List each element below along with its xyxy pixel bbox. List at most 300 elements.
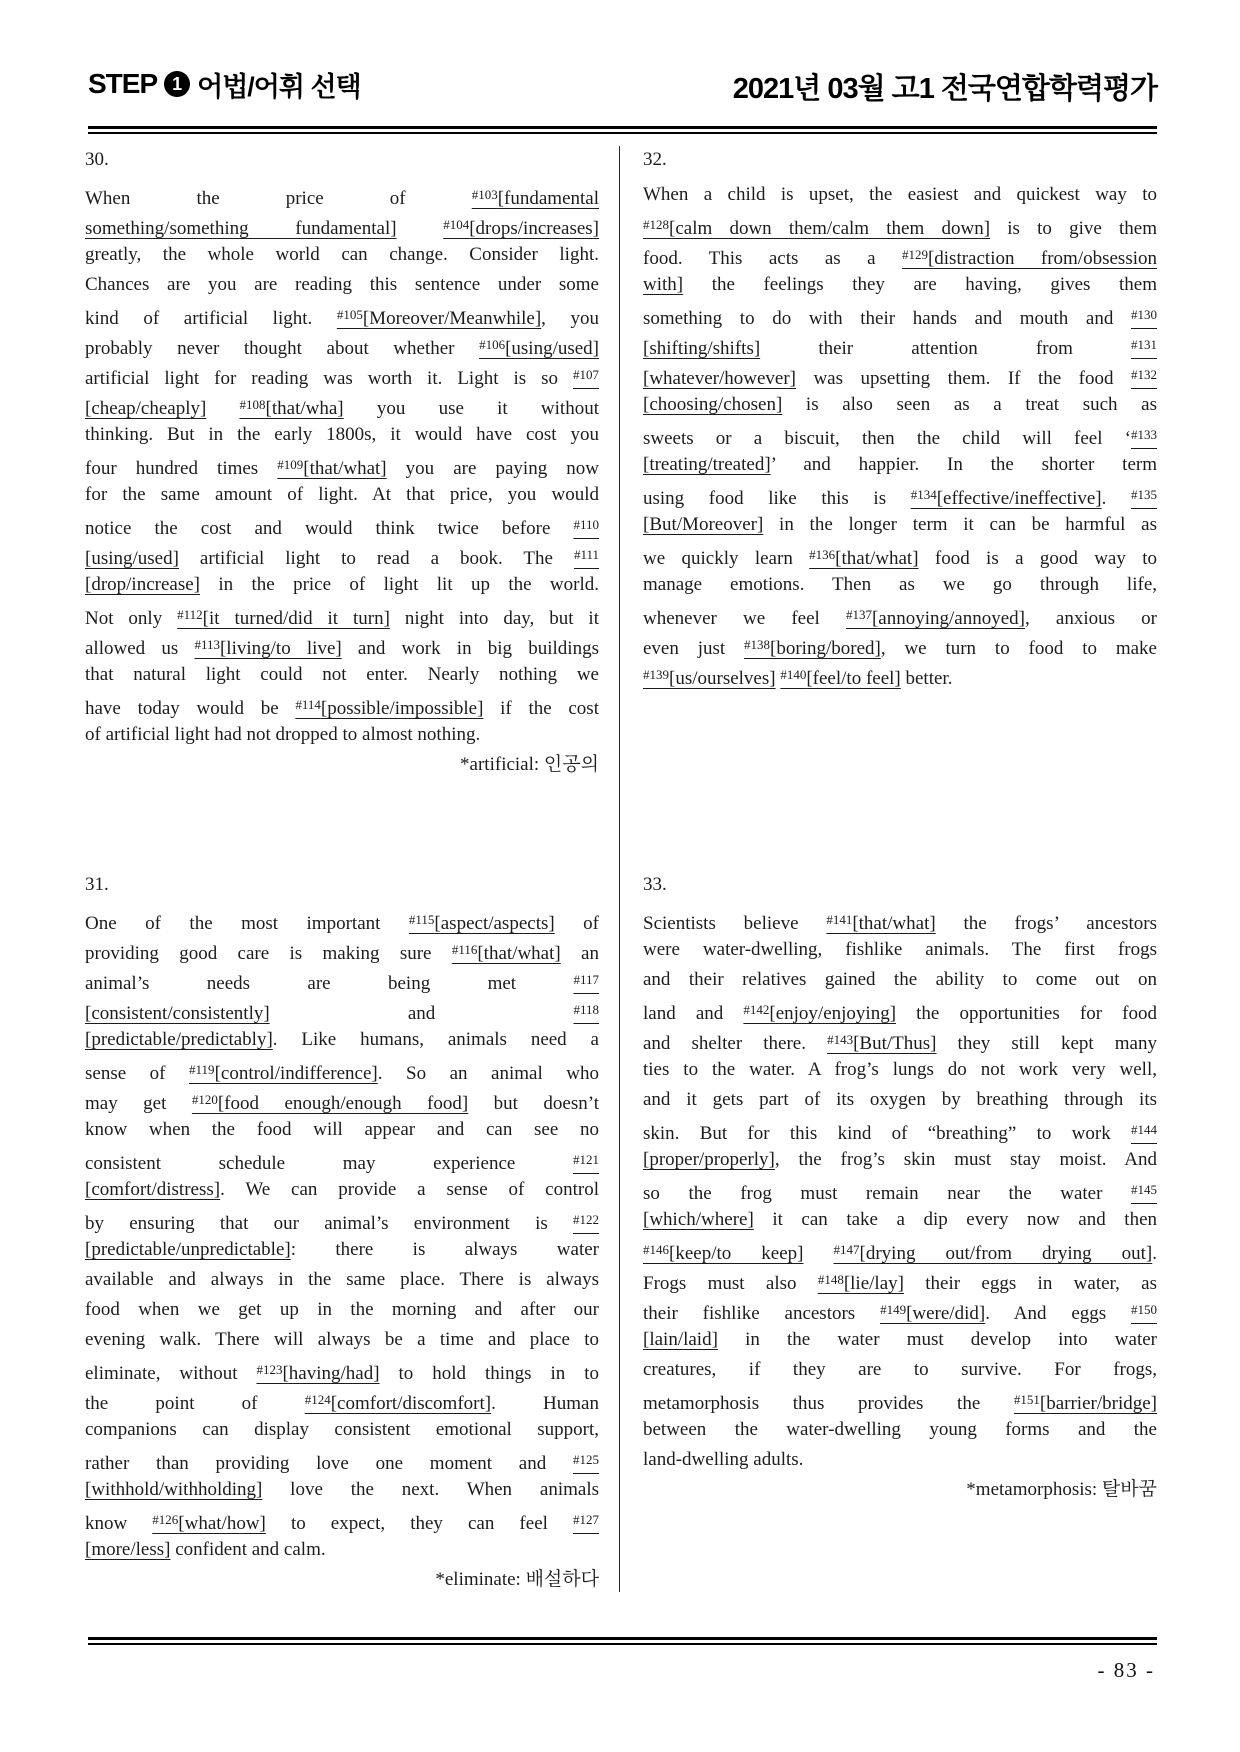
choice-option — [573, 1213, 599, 1234]
text-line — [643, 660, 1157, 690]
choice-marker: #146 — [643, 1242, 669, 1257]
text-run: providing good care is making sure — [85, 943, 452, 964]
choice-option: $^{\#120}$[food enough/enough food] — [191, 1092, 469, 1114]
choice-marker: #117 — [573, 972, 599, 987]
text-line — [643, 1025, 1157, 1055]
text-run: whenever we feel — [643, 608, 846, 629]
choice-option: $^{\#124}$[comfort/discomfort] — [304, 1392, 492, 1414]
text-line — [85, 1205, 599, 1235]
text-line — [643, 1415, 1157, 1445]
text-line — [643, 240, 1157, 270]
question-33-body — [643, 905, 1157, 1475]
text-run: it can take a dip every now and then — [753, 1209, 1157, 1230]
text-run: food is a good way to — [918, 548, 1157, 569]
choice-option: [shifting/shifts] — [643, 338, 761, 359]
question-30-number: 30. — [85, 149, 109, 170]
text-line — [85, 905, 599, 935]
choice-option: [which/where] — [643, 1209, 754, 1230]
text-run: and shelter there. — [643, 1033, 828, 1054]
text-line — [643, 1265, 1157, 1295]
choice-option — [573, 1003, 599, 1024]
text-line — [85, 1355, 599, 1385]
text-run: is also seen as a treat such as — [782, 394, 1157, 415]
text-run: may get — [85, 1093, 192, 1114]
text-line — [643, 270, 1157, 300]
text-run: the point of — [85, 1393, 305, 1414]
text-run: know — [85, 1513, 153, 1534]
text-run: their attention from — [760, 338, 1131, 359]
text-run: in the price of light lit up the world. — [200, 574, 599, 595]
choice-option: $^{\#141}$[that/what] — [826, 912, 936, 934]
choice-marker: #123 — [256, 1362, 283, 1377]
text-run: by ensuring that our animal’s environment is — [85, 1213, 573, 1234]
text-run: something to do with their hands and mouth and — [643, 308, 1131, 329]
text-run — [803, 1243, 833, 1264]
question-31-number: 31. — [85, 874, 109, 895]
choice-marker: #147 — [833, 1242, 860, 1257]
choice-option: $^{\#109}$[that/what] — [277, 457, 387, 479]
choice-option — [1131, 308, 1157, 329]
question-32-number: 32. — [643, 149, 667, 170]
choice-option: $^{\#148}$[lie/lay] — [817, 1272, 904, 1294]
choice-option: $^{\#123}$[having/had] — [256, 1362, 380, 1384]
text-line — [643, 510, 1157, 540]
choice-option: [using/used] — [85, 548, 179, 569]
footer-double-rule — [88, 1637, 1157, 1645]
text-line — [85, 1235, 599, 1265]
choice-marker: #114 — [295, 697, 321, 712]
text-run: kind of artificial light. — [85, 308, 337, 329]
choice-option: $^{\#106}$[using/used] — [479, 337, 599, 359]
choice-option — [573, 1513, 599, 1534]
text-run: of — [554, 913, 600, 934]
text-run: When the price of — [85, 188, 472, 209]
text-line — [85, 1025, 599, 1055]
choice-option: $^{\#104}$[drops/increases] — [443, 217, 599, 239]
text-run: notice the cost and would think twice before — [85, 518, 574, 539]
text-run: in the longer term it can be harmful as — [763, 514, 1157, 535]
text-line — [643, 390, 1157, 420]
choice-marker: #115 — [408, 912, 435, 927]
text-line — [643, 420, 1157, 450]
choice-option: something/something fundamental] — [85, 218, 397, 239]
text-run: , we turn to food to make — [880, 638, 1157, 659]
text-run: . — [1101, 488, 1131, 509]
text-run: sense of — [85, 1063, 190, 1084]
choice-option: [whatever/however] — [643, 368, 796, 389]
choice-option: $^{\#142}$[enjoy/enjoying] — [743, 1002, 897, 1024]
choice-option: $^{\#138}$[boring/bored] — [744, 637, 881, 659]
choice-option — [574, 548, 599, 569]
choice-option: [predictable/unpredictable] — [85, 1239, 291, 1260]
choice-marker: #116 — [451, 942, 478, 957]
text-run: if the cost — [483, 698, 599, 719]
choice-marker: #128 — [643, 217, 669, 232]
choice-option: $^{\#151}$[barrier/bridge] — [1013, 1392, 1157, 1414]
text-run: an — [560, 943, 599, 964]
text-line — [643, 1355, 1157, 1385]
text-run: manage emotions. Then as we go through life, — [643, 574, 1157, 595]
choice-option: $^{\#143}$[But/Thus] — [827, 1032, 937, 1054]
text-line — [85, 420, 599, 450]
choice-marker: #110 — [573, 517, 599, 532]
choice-option: [comfort/distress] — [85, 1179, 221, 1200]
choice-option: [predictable/predictably] — [85, 1029, 273, 1050]
text-run: that natural light could not enter. Nearly nothing we — [85, 664, 599, 685]
text-line — [85, 1295, 599, 1325]
text-run: ties to the water. A frog’s lungs do not work very well, — [643, 1059, 1157, 1080]
text-line — [85, 1265, 599, 1295]
choice-marker: #105 — [336, 307, 363, 322]
choice-option: $^{\#114}$[possible/impossible] — [295, 697, 484, 719]
choice-option: [drop/increase] — [85, 574, 200, 595]
text-run: consistent schedule may experience — [85, 1153, 573, 1174]
text-run: to hold things in to — [379, 1363, 599, 1384]
text-line — [643, 1295, 1157, 1325]
choice-marker: #122 — [573, 1212, 599, 1227]
header-left-korean-title: 어법/어휘 선택 — [197, 71, 361, 102]
text-line — [643, 1145, 1157, 1175]
choice-option: [choosing/chosen] — [643, 394, 783, 415]
text-run: land and — [643, 1003, 744, 1024]
text-line — [85, 1475, 599, 1505]
text-line — [643, 600, 1157, 630]
text-run: Chances are you are reading this sentence under some — [85, 274, 599, 295]
text-line — [85, 660, 599, 690]
text-line — [85, 630, 599, 660]
text-line — [643, 1235, 1157, 1265]
choice-option: $^{\#147}$[drying out/from drying out] — [833, 1242, 1153, 1264]
choice-marker: #135 — [1131, 487, 1157, 502]
choice-option — [1131, 488, 1157, 509]
question-33-footnote: *metamorphosis: 탈바꿈 — [966, 1479, 1157, 1500]
column-divider-line — [619, 146, 620, 1592]
text-run: so the frog must remain near the water — [643, 1183, 1131, 1204]
text-run: was upsetting them. If the food — [795, 368, 1131, 389]
text-run: . — [1152, 1243, 1157, 1264]
choice-marker: #140 — [780, 667, 807, 682]
text-line — [643, 905, 1157, 935]
text-run: land-dwelling adults. — [643, 1449, 804, 1470]
choice-option: $^{\#136}$[that/what] — [809, 547, 919, 569]
choice-marker: #132 — [1131, 367, 1157, 382]
text-run: and their relatives gained the ability to come out on — [643, 969, 1157, 990]
choice-option — [1131, 368, 1157, 389]
text-line — [85, 540, 599, 570]
choice-option — [573, 1453, 599, 1474]
text-line — [643, 1445, 1157, 1475]
text-run: the feelings they are having, gives them — [683, 274, 1157, 295]
text-line — [85, 1115, 599, 1145]
text-run: ’ and happier. In the shorter term — [770, 454, 1157, 475]
text-run: Scientists believe — [643, 913, 827, 934]
text-run — [397, 218, 444, 239]
choice-option: [consistent/consistently] — [85, 1003, 270, 1024]
text-run: you use it without — [343, 398, 599, 419]
text-line — [85, 1175, 599, 1205]
choice-option — [573, 1153, 599, 1174]
choice-option: $^{\#139}$[us/ourselves] — [643, 667, 776, 689]
header-double-rule — [88, 126, 1157, 134]
text-line — [85, 210, 599, 240]
text-line — [85, 180, 599, 210]
choice-marker: #125 — [573, 1452, 599, 1467]
text-run: we quickly learn — [643, 548, 810, 569]
choice-marker: #104 — [443, 217, 470, 232]
text-line — [643, 1085, 1157, 1115]
text-line — [85, 690, 599, 720]
text-line — [85, 480, 599, 510]
choice-marker: #127 — [572, 1512, 599, 1527]
text-line — [85, 720, 599, 750]
text-run: , anxious or — [1024, 608, 1157, 629]
text-run: metamorphosis thus provides the — [643, 1393, 1014, 1414]
choice-option: $^{\#108}$[that/wha] — [239, 397, 344, 419]
text-line — [85, 1535, 599, 1565]
text-line — [85, 330, 599, 360]
choice-marker: #133 — [1131, 427, 1157, 442]
text-line — [85, 510, 599, 540]
text-run: available and always in the same place. There is always — [85, 1269, 599, 1290]
text-run: between the water-dwelling young forms and the — [643, 1419, 1157, 1440]
text-run: . And eggs — [985, 1303, 1132, 1324]
text-run: food. This acts as a — [643, 248, 902, 269]
choice-option: $^{\#119}$[control/indifference] — [189, 1062, 378, 1084]
text-run: , the frog’s skin must stay moist. And — [774, 1149, 1157, 1170]
choice-marker: #149 — [880, 1302, 907, 1317]
choice-option: [proper/properly] — [643, 1149, 775, 1170]
text-line — [643, 180, 1157, 210]
text-run: Frogs must also — [643, 1273, 818, 1294]
text-line — [85, 1505, 599, 1535]
text-run: confident and calm. — [170, 1539, 326, 1560]
choice-marker: #138 — [744, 637, 771, 652]
question-32-footnote — [643, 690, 1157, 720]
choice-marker: #137 — [845, 607, 872, 622]
text-run: skin. But for this kind of “breathing” to work — [643, 1123, 1131, 1144]
text-run: evening walk. There will always be a time and place to — [85, 1329, 599, 1350]
text-run: sweets or a biscuit, then the child will feel ‘ — [643, 428, 1131, 449]
text-run: , you — [541, 308, 599, 329]
text-line — [85, 450, 599, 480]
choice-option: $^{\#128}$[calm down them/calm them down] — [643, 217, 991, 239]
question-32 — [643, 146, 1157, 720]
text-line — [85, 360, 599, 390]
text-run: in the water must develop into water — [717, 1329, 1157, 1350]
question-30-body — [85, 180, 599, 750]
text-line — [643, 570, 1157, 600]
text-line — [643, 1175, 1157, 1205]
text-run: creatures, if they are to survive. For frogs, — [643, 1359, 1157, 1380]
choice-marker: #136 — [809, 547, 836, 562]
step-label: STEP — [88, 68, 158, 99]
question-33-number: 33. — [643, 874, 667, 895]
choice-option: $^{\#137}$[annoying/annoyed] — [845, 607, 1025, 629]
text-line — [85, 1325, 599, 1355]
question-30-footnote: *artificial: 인공의 — [460, 754, 599, 775]
text-line — [85, 1085, 599, 1115]
text-run: greatly, the whole world can change. Consider light. — [85, 244, 599, 265]
text-run: companions can display consistent emotional support, — [85, 1419, 599, 1440]
text-line — [643, 210, 1157, 240]
choice-option — [573, 973, 599, 994]
choice-marker: #113 — [194, 637, 220, 652]
text-line — [85, 1445, 599, 1475]
text-line — [85, 1145, 599, 1175]
choice-option: $^{\#113}$[living/to live] — [194, 637, 342, 659]
text-run: for the same amount of light. At that price, you would — [85, 484, 599, 505]
text-run: One of the most important — [85, 913, 409, 934]
text-run: rather than providing love one moment and — [85, 1453, 573, 1474]
text-line — [643, 300, 1157, 330]
choice-option: $^{\#146}$[keep/to keep] — [643, 1242, 804, 1264]
text-line — [643, 1115, 1157, 1145]
text-run: thinking. But in the early 1800s, it would have cost you — [85, 424, 599, 445]
choice-option: $^{\#140}$[feel/to feel] — [780, 667, 901, 689]
text-run: were water-dwelling, fishlike animals. The first frogs — [643, 939, 1157, 960]
choice-option: [more/less] — [85, 1539, 171, 1560]
choice-marker: #112 — [177, 607, 203, 622]
choice-option: $^{\#126}$[what/how] — [152, 1512, 266, 1534]
text-run: night into day, but it — [389, 608, 599, 629]
text-run: better. — [900, 668, 953, 689]
choice-marker: #121 — [573, 1152, 599, 1167]
question-32-body — [643, 180, 1157, 690]
text-run: the frogs’ ancestors — [935, 913, 1157, 934]
question-33 — [643, 871, 1157, 1505]
text-run: artificial light for reading was worth it. Light is so — [85, 368, 573, 389]
text-run: to expect, they can feel — [265, 1513, 573, 1534]
question-31 — [85, 871, 599, 1595]
text-line — [643, 935, 1157, 965]
choice-option: $^{\#116}$[that/what] — [451, 942, 561, 964]
text-run: their eggs in water, as — [903, 1273, 1157, 1294]
choice-option — [1131, 338, 1157, 359]
text-run: love the next. When animals — [262, 1479, 599, 1500]
choice-option: [cheap/cheaply] — [85, 398, 207, 419]
text-run: even just — [643, 638, 745, 659]
choice-option: $^{\#103}$[fundamental — [471, 187, 599, 209]
choice-option — [1131, 1183, 1157, 1204]
text-run: four hundred times — [85, 458, 278, 479]
text-line — [643, 450, 1157, 480]
text-line — [85, 300, 599, 330]
text-run: but doesn’t — [468, 1093, 599, 1114]
choice-marker: #150 — [1131, 1302, 1158, 1317]
choice-marker: #139 — [643, 667, 669, 682]
choice-marker: #124 — [304, 1392, 331, 1407]
text-line — [85, 935, 599, 965]
question-31-body — [85, 905, 599, 1565]
text-run: : there is always water — [290, 1239, 599, 1260]
choice-marker: #143 — [827, 1032, 854, 1047]
text-line — [85, 570, 599, 600]
text-run: . Like humans, animals need a — [272, 1029, 599, 1050]
choice-marker: #126 — [152, 1512, 179, 1527]
text-line — [85, 390, 599, 420]
choice-option: [treating/treated] — [643, 454, 771, 475]
text-line — [643, 995, 1157, 1025]
header-left-title — [88, 64, 361, 104]
text-run: of artificial light had not dropped to almost nothing. — [85, 724, 481, 745]
text-run — [206, 398, 239, 419]
choice-marker: #145 — [1131, 1182, 1157, 1197]
choice-marker: #120 — [191, 1092, 218, 1107]
text-run: allowed us — [85, 638, 195, 659]
text-run: . We can provide a sense of control — [220, 1179, 599, 1200]
text-run: you are paying now — [386, 458, 599, 479]
text-line — [643, 540, 1157, 570]
choice-marker: #141 — [826, 912, 853, 927]
text-line — [85, 1415, 599, 1445]
text-run: . So an animal who — [377, 1063, 599, 1084]
choice-option — [1131, 428, 1157, 449]
text-line — [85, 240, 599, 270]
choice-option — [573, 518, 599, 539]
text-line — [643, 480, 1157, 510]
choice-marker: #148 — [817, 1272, 844, 1287]
choice-option: $^{\#112}$[it turned/did it turn] — [177, 607, 390, 629]
text-run: know when the food will appear and can see no — [85, 1119, 599, 1140]
text-run: and it gets part of its oxygen by breathing through its — [643, 1089, 1157, 1110]
text-run: When a child is upset, the easiest and quickest way to — [643, 184, 1157, 205]
text-line — [85, 995, 599, 1025]
choice-marker: #130 — [1131, 307, 1157, 322]
text-run: and — [269, 1003, 574, 1024]
choice-option: $^{\#149}$[were/did] — [880, 1302, 986, 1324]
text-line — [643, 1325, 1157, 1355]
text-run: Not only — [85, 608, 178, 629]
text-run: have today would be — [85, 698, 296, 719]
text-line — [85, 965, 599, 995]
choice-marker: #111 — [573, 547, 599, 562]
text-run: the opportunities for food — [896, 1003, 1157, 1024]
choice-option — [1131, 1303, 1157, 1324]
choice-marker: #131 — [1131, 337, 1157, 352]
text-run: food when we get up in the morning and after our — [85, 1299, 599, 1320]
choice-marker: #144 — [1131, 1122, 1157, 1137]
text-run: they still kept many — [936, 1033, 1157, 1054]
text-run: . Human — [491, 1393, 599, 1414]
question-31-footnote: *eliminate: 배설하다 — [435, 1569, 599, 1590]
text-run: eliminate, without — [85, 1363, 257, 1384]
choice-option: with] — [643, 274, 684, 295]
choice-marker: #134 — [910, 487, 937, 502]
choice-marker: #118 — [573, 1002, 599, 1017]
choice-marker: #151 — [1013, 1392, 1040, 1407]
text-run: is to give them — [990, 218, 1157, 239]
choice-marker: #108 — [239, 397, 266, 412]
choice-option — [573, 368, 599, 389]
text-line — [85, 1385, 599, 1415]
text-line — [643, 360, 1157, 390]
text-line — [643, 965, 1157, 995]
choice-marker: #109 — [277, 457, 304, 472]
choice-marker: #106 — [479, 337, 506, 352]
text-line — [643, 1205, 1157, 1235]
choice-option: $^{\#134}$[effective/ineffective] — [910, 487, 1102, 509]
text-line — [85, 1055, 599, 1085]
text-run: and work in big buildings — [341, 638, 599, 659]
text-line — [643, 1055, 1157, 1085]
text-line — [643, 630, 1157, 660]
text-run: probably never thought about whether — [85, 338, 480, 359]
choice-marker: #119 — [189, 1062, 215, 1077]
text-run: artificial light to read a book. The — [178, 548, 574, 569]
header-right-title: 2021년 03월 고1 전국연합학력평가 — [732, 73, 1157, 105]
text-run: their fishlike ancestors — [643, 1303, 881, 1324]
text-line — [85, 600, 599, 630]
